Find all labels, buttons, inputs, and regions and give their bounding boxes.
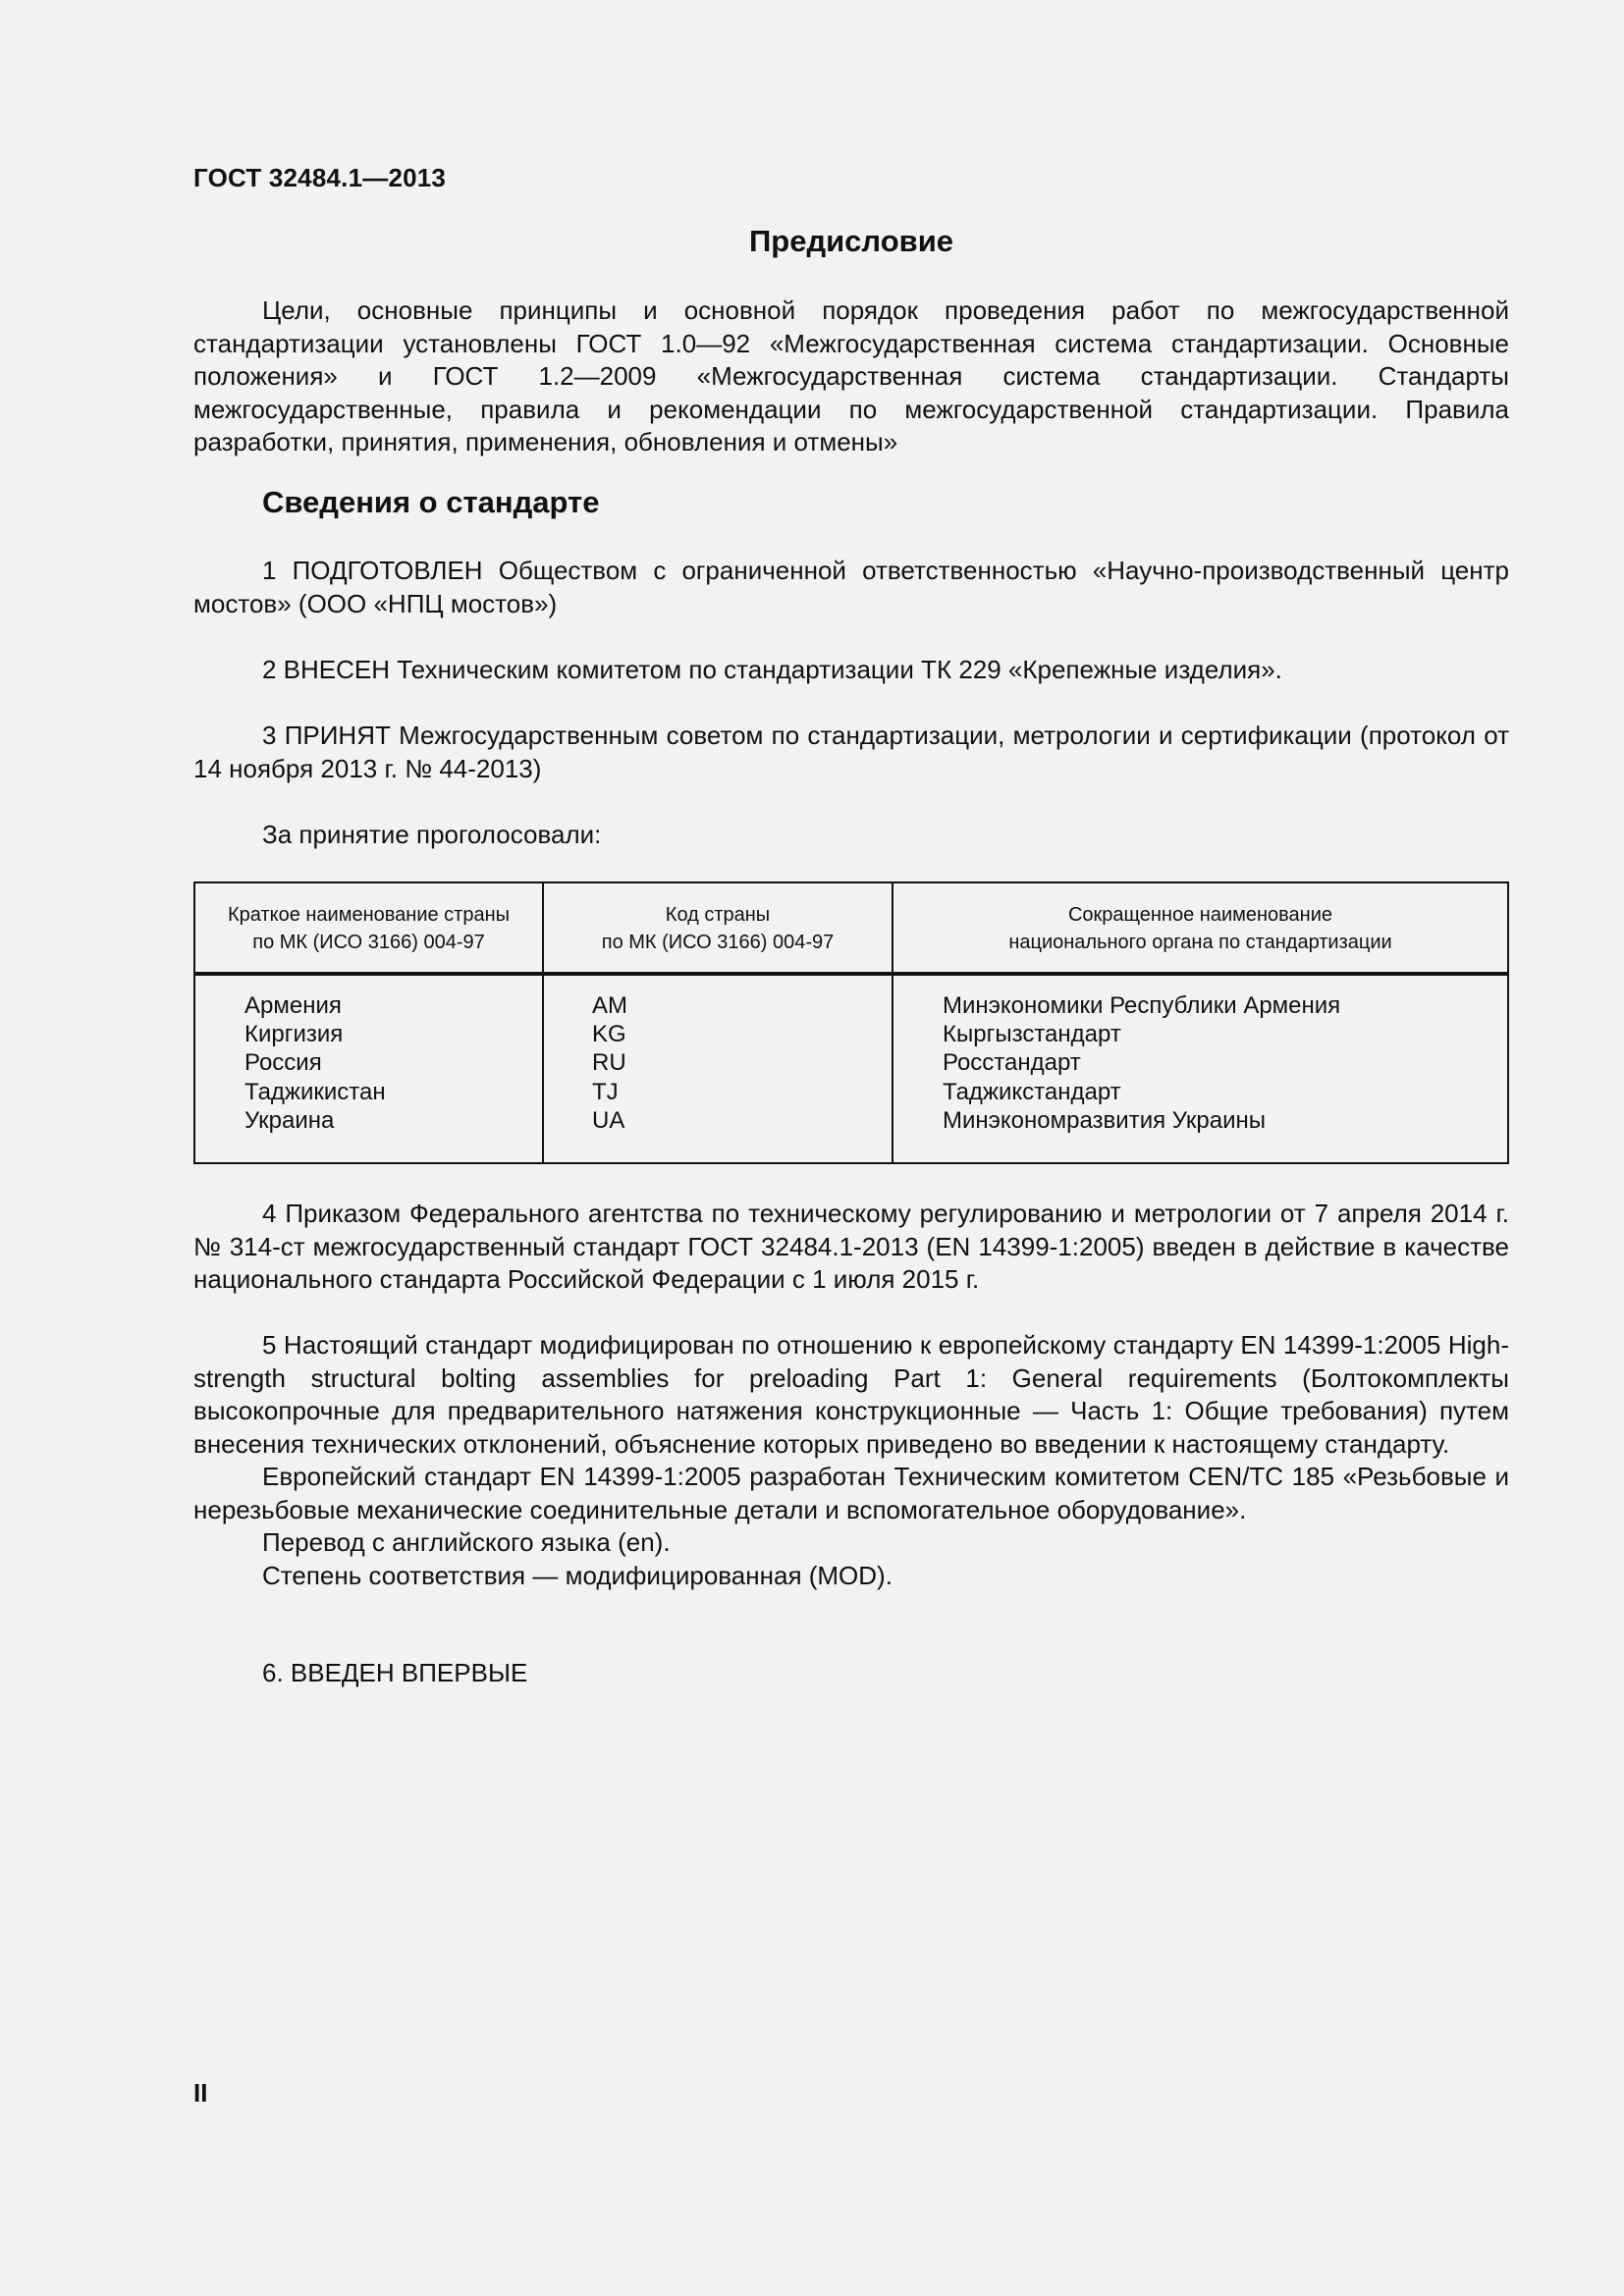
table-cell-country: Киргизия (244, 1021, 344, 1048)
table-cell-body: Минэкономразвития Украины (943, 1106, 1267, 1134)
preface-title: Предисловие (748, 224, 953, 258)
document-page (193, 0, 1509, 2296)
table-cell-body: Таджикстандарт (943, 1078, 1121, 1105)
item-6: 6. ВВЕДЕН ВПЕРВЫЕ (262, 1658, 528, 1687)
table-header-rule (195, 972, 1507, 976)
table-cell-code: AM (592, 992, 627, 1019)
table-cell-code: RU (592, 1049, 626, 1077)
table-header-country: Краткое наименование страны по МК (ИСО 3166) 004-97 (227, 904, 511, 953)
page-number: II (193, 2078, 208, 2108)
table-cell-code: KG (592, 1021, 626, 1048)
voted-label: За принятие проголосовали: (262, 820, 602, 849)
table-cell-country: Таджикистан (244, 1078, 386, 1105)
table-cell-country: Армения (244, 992, 342, 1019)
item-4: 4 Приказом Федерального агентства по техническому регулированию и метрологии от 7 апреля 2014 г. № 314-ст межгосударственный стандарт ГОСТ 32484.1-2013 (EN 14399-1:2005) введен в действие в качестве национального стандарта Российской Федерации с 1 июля 2015 г. (193, 1199, 1509, 1294)
item-3: 3 ПРИНЯТ Межгосударственным советом по стандартизации, метрологии и сертификации (протокол от 14 ноября 2013 г. № 44-2013) (193, 721, 1509, 783)
item-2: 2 ВНЕСЕН Техническим комитетом по стандартизации ТК 229 «Крепежные изделия». (262, 655, 1282, 684)
item-1: 1 ПОДГОТОВЛЕН Обществом с ограниченной ответственностью «Научно-производственный центр мостов» (ООО «НПЦ мостов») (193, 556, 1509, 618)
table-cell-code: UA (592, 1106, 625, 1134)
table-cell-country: Россия (244, 1049, 322, 1077)
table-header-body: Сокращенное наименование национального органа по стандартизации (1008, 904, 1392, 953)
table-column-bodies (943, 991, 1340, 1135)
document-id: ГОСТ 32484.1—2013 (193, 163, 447, 192)
item-5-european: Европейский стандарт EN 14399-1:2005 разработан Техническим комитетом CEN/TC 185 «Резьбовые и нерезьбовые механические соединительные детали и вспомогательное оборудование». (193, 1462, 1509, 1524)
voting-table (193, 881, 1509, 1164)
item-5-degree: Степень соответствия — модифицированная (MOD). (262, 1560, 893, 1590)
item-5: 5 Настоящий стандарт модифицирован по отношению к европейскому стандарту EN 14399-1:2005 High-strength structural bolting assemblies for preloading Part 1: General requirements (Болтокомплекты высокопрочные для предварительного натяжения конструкционные — Часть 1: Общие требования) путем внесения технических отклонений, объяснение которых приведено во введении к настоящему стандарту. Европейский стандарт EN 14399-1:2005 разработан Техническим комитетом CEN/TC 185 «Резьбовые и нерезьбовые механические соединительные детали и вспомогательное оборудование». Перевод с английского языка (en). Степень соответствия — модифицированная (MOD). (193, 1329, 1509, 1592)
preface-paragraph: Цели, основные принципы и основной порядок проведения работ по межгосударственной стандартизации установлены ГОСТ 1.0—92 «Межгосударственная система стандартизации. Основные положения» и ГОСТ 1.2—2009 «Межгосударственная система стандартизации. Стандарты межгосударственные, правила и рекомендации по межгосударственной стандартизации. Правила разработки, принятия, применения, обновления и отмены» (193, 295, 1509, 456)
table-cell-country: Украина (244, 1106, 335, 1134)
table-cell-body: Кыргызстандарт (943, 1021, 1121, 1048)
table-cell-body: Росстандарт (943, 1049, 1081, 1077)
standard-info-title: Сведения о стандарте (262, 485, 600, 519)
table-column-codes (592, 991, 627, 1135)
table-header-code: Код страны по МК (ИСО 3166) 004-97 (601, 904, 835, 953)
item-5-translation: Перевод с английского языка (en). (262, 1527, 671, 1557)
table-column-countries (244, 991, 386, 1135)
table-cell-code: TJ (592, 1078, 619, 1105)
table-cell-body: Минэкономики Республики Армения (943, 992, 1341, 1019)
